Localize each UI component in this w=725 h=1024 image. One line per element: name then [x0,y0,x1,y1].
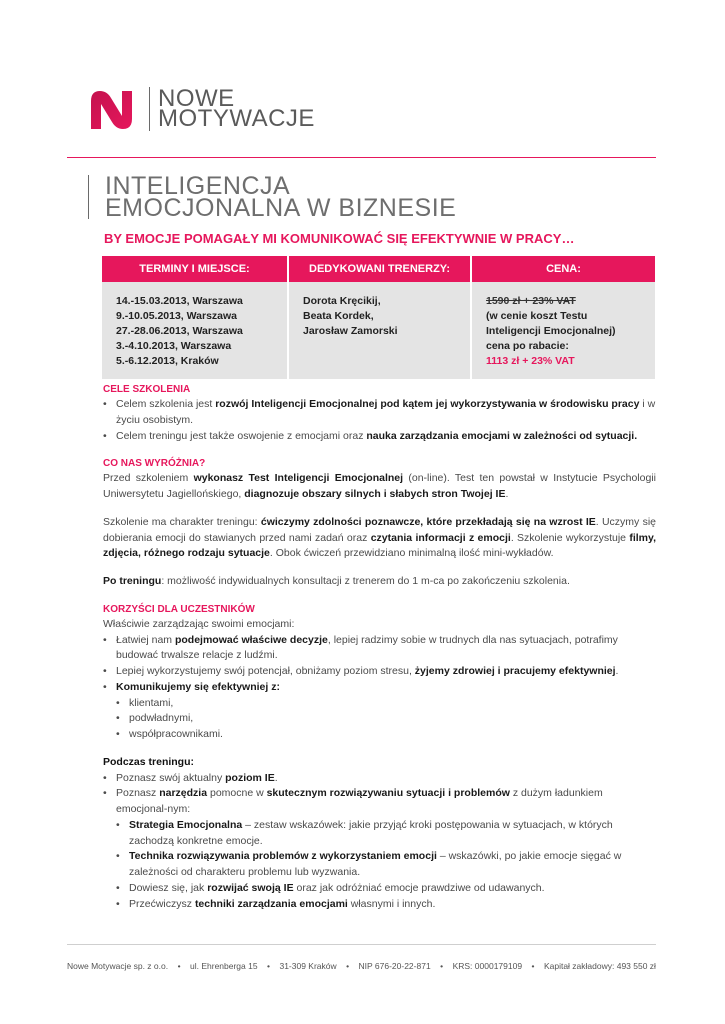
emphasis: podejmować właściwe decyzje [174,633,328,646]
text: Przed szkoleniem [103,472,194,485]
list-item [103,397,656,429]
logo-n-mark-icon [85,83,137,135]
footer-nip: NIP 676-20-22-871 [358,961,431,971]
company-logo [85,82,315,136]
dates-cell [102,282,287,379]
text: własnymi i innych. [347,897,436,910]
text: – zestaw wskazówek: jakie przyjąć kroki postępowania w sytuacjach, w których zachodzą konkretne emocje. [129,818,613,847]
footer-city: 31-309 Kraków [279,961,337,971]
sub-list-item [116,849,656,881]
date-item: 9.-10.05.2013, Warszawa [116,310,238,322]
sub-list-item: • podwładnymi, [116,711,656,727]
emphasis: Strategia Emocjonalna [129,818,243,831]
emphasis: Technika rozwiązywania problemów z wykorzystaniem emocji [129,850,437,863]
text: . Uczymy się dobierania emocji do stawianych przed nami zadań oraz [103,515,656,544]
old-price: 1590 zł + 23% VAT [486,295,576,307]
goals-list [103,397,656,444]
trainer-name: Dorota Kręcikij, [303,295,381,307]
emphasis: rozwijać swoją IE [207,881,294,894]
text: pomocne w [207,787,267,800]
text: z dużym ładunkiem emocjonal-nym: [116,787,603,815]
emphasis: wykonasz Test Inteligencji Emocjonalnej [193,472,404,485]
paragraph [103,515,656,562]
emphasis: diagnozuje obszary silnych i słabych stron Twojej IE [244,488,506,500]
text: – wskazówki, po jakie emocje sięgać w zależności od charakteru problemu lub wyzwania. [129,850,622,878]
emphasis: filmy, zdjęcia, różnego rodzaju sytuacje [103,531,656,560]
footer-divider [67,944,656,945]
text: oraz jak odróżniać emocje prawdziwe od udawanych. [293,881,545,894]
logo-divider [149,87,150,131]
text: . Szkolenie wykorzystuje [510,531,630,544]
header-dates: TERMINY I MIEJSCE: [102,256,287,282]
text: Przećwiczysz [129,897,195,910]
text: : możliwość indywidualnych konsultacji z trenerem do 1 m-ca po zakończeniu szkolenia. [161,575,570,587]
price-note-2: Inteligencji Emocjonalnej) [486,325,616,337]
text: . Obok ćwiczeń przewidziano minimalną ilość mini-wykładów. [269,547,554,560]
info-table [100,256,657,379]
footer-street: ul. Ehrenberga 15 [190,961,258,971]
text: . [274,771,278,784]
trainer-name: Beata Kordek, [303,310,374,322]
date-item: 3.-4.10.2013, Warszawa [116,340,232,352]
price-cell [472,282,655,379]
section-heading-benefits: KORZYŚCI DLA UCZESTNIKÓW [103,603,255,615]
emphasis: Komunikujemy się efektywniej z: [116,680,280,693]
logo-line-2: MOTYWACJE [158,105,315,132]
benefits-intro: Właściwie zarządzając swoimi emocjami: [103,617,295,630]
training-list [103,771,656,913]
sub-list [103,696,656,743]
emphasis: poziom IE [225,771,275,784]
text: (on-line). Test ten powstał w Instytucie Psychologii Uniwersytetu Jagiellońskiego, [103,472,656,500]
paragraph [103,574,656,590]
main-content [103,382,656,912]
date-item: 5.-6.12.2013, Kraków [116,355,219,367]
list-item [103,771,656,787]
text: Szkolenie ma charakter treningu: [103,515,261,528]
title-line-2: EMOCJONALNA W BIZNESIE [105,194,457,222]
section-heading-goals: CELE SZKOLENIA [103,384,191,395]
discounted-price: 1113 zł + 23% VAT [486,355,575,367]
footer-separator: • [531,961,535,971]
footer-separator: • [177,961,181,971]
page-title [88,172,457,222]
section-heading-during-training: Podczas treningu: [103,755,195,768]
trainers-cell [289,282,470,379]
logo-line-1: NOWE [158,85,235,112]
text: Lepiej wykorzystujemy swój potencjał, obniżamy poziom stresu, [116,665,415,677]
text: Celem treningu jest także oswojenie z emocjami oraz [116,429,367,442]
footer-capital: Kapitał zakładowy: 493 550 zł [543,961,656,971]
sub-list-item [116,818,656,850]
sub-list [103,818,656,913]
text: Celem szkolenia jest [116,398,216,410]
emphasis: techniki zarządzania emocjami [194,897,348,910]
emphasis: czytania informacji z emocji [370,531,511,544]
footer-separator: • [440,961,444,971]
text: , lepiej radzimy sobie w trudnych dla nas sytuacjach, potrafimy budować trwalsze relacje z ludźmi. [116,633,618,662]
list-item [103,680,656,743]
paragraph [103,471,656,503]
list-item [103,664,656,680]
footer-krs: KRS: 0000179109 [452,961,523,971]
logo-wordmark [158,85,315,132]
benefits-list [103,633,656,743]
emphasis: żyjemy zdrowiej i pracujemy efektywniej [414,665,616,677]
list-item [103,633,656,665]
text: . [505,488,509,500]
list-item [103,786,656,912]
list-item [103,429,656,445]
discount-label: cena po rabacie: [486,340,569,352]
trainer-name: Jarosław Zamorski [303,325,398,337]
footer-company: Nowe Motywacje sp. z o.o. [67,961,169,971]
sub-list-item [116,897,656,913]
header-price: CENA: [472,256,655,282]
header-divider [67,157,656,158]
header-trainers: DEDYKOWANI TRENERZY: [289,256,470,282]
emphasis: narzędzia [159,787,208,800]
text: Poznasz [116,787,160,800]
emphasis: nauka zarządzania emocjami w zależności od sytuacji. [366,429,638,442]
footer-separator: • [346,961,350,971]
text: Łatwiej nam [116,633,175,646]
text: . [615,665,619,677]
text: Dowiesz się, jak [129,881,208,894]
section-heading-distinction: CO NAS WYRÓŻNIA? [103,458,206,470]
text: Poznasz swój aktualny [116,771,226,784]
footer [67,960,656,973]
date-item: 27.-28.06.2013, Warszawa [116,325,243,337]
date-item: 14.-15.03.2013, Warszawa [116,295,243,307]
emphasis: Po treningu [103,575,162,587]
emphasis: skutecznym rozwiązywaniu sytuacji i problemów [266,787,510,800]
sub-list-item: • klientami, [116,696,656,712]
price-note-1: (w cenie koszt Testu [486,310,588,322]
footer-separator: • [267,961,271,971]
page-subtitle: BY EMOCJE POMAGAŁY MI KOMUNIKOWAĆ SIĘ EFEKTYWNIE W PRACY… [104,231,575,246]
emphasis: ćwiczymy zdolności poznawcze, które przekładają się na wzrost IE [260,515,596,528]
text: i w życiu osobistym. [116,398,656,426]
emphasis: rozwój Inteligencji Emocjonalnej pod kątem jej wykorzystywania w środowisku pracy [215,398,640,410]
sub-list-item: • współpracownikami. [116,727,656,743]
sub-list-item [116,881,656,897]
title-line-1: INTELIGENCJA [105,172,291,200]
